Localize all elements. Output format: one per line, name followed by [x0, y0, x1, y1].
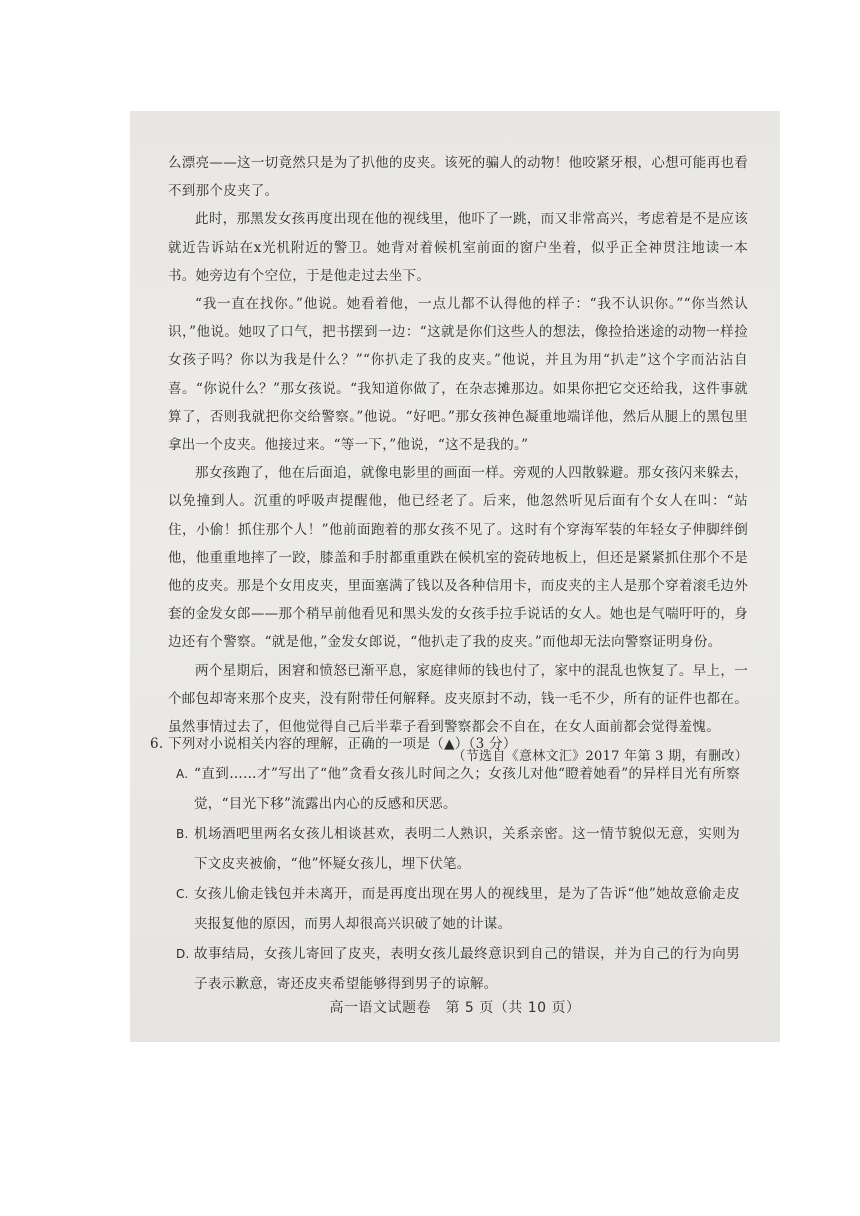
- option-text: 故事结局，女孩儿寄回了皮夹，表明女孩儿最终意识到自己的错误，并为自己的行为向男子表示歉意，寄还皮夹希望能够得到男子的谅解。: [194, 946, 740, 992]
- passage-paragraph: 么漂亮——这一切竟然只是为了扒他的皮夹。该死的骗人的动物！他咬紧牙根，心想可能再也看不到那个皮夹了。: [168, 155, 748, 200]
- option-b: [176, 819, 740, 879]
- option-letter: A.: [176, 767, 189, 781]
- option-letter: D.: [176, 947, 190, 961]
- passage-paragraph: 此时，那黑发女孩再度出现在他的视线里，他吓了一跳，而又非常高兴，考虑着是不是应该就近告诉站在x光机附近的警卫。她背对着候机室前面的窗户坐着，似乎正全神贯注地读一本书。她旁边有个空位，于是他走过去坐下。: [168, 211, 748, 284]
- passage-paragraph: “我一直在找你。”他说。她看着他，一点儿都不认得他的样子：“我不认识你。”“你当然认识，”他说。她叹了口气，把书摆到一边：“这就是你们这些人的想法，像捡拾迷途的动物一样捡女孩子吗？你以为我是什么？”“你扒走了我的皮夹。”他说，并且为用“扒走”这个字而沾沾自喜。“你说什么？”那女孩说。“我知道你做了，在杂志摊那边。如果你把它交还给我，这件事就算了，否则我就把你交给警察。”他说。“好吧。”那女孩神色凝重地端详他，然后从腿上的黑包里拿出一个皮夹。他接过来。“等一下，”他说，“这不是我的。”: [168, 296, 748, 454]
- passage-paragraph: 那女孩跑了，他在后面追，就像电影里的画面一样。旁观的人四散躲避。那女孩闪来躲去，以免撞到人。沉重的呼吸声提醒他，他已经老了。后来，他忽然听见后面有个女人在叫：“站住，小偷！抓住那个人！”他前面跑着的那女孩不见了。这时有个穿海军装的年轻女子伸脚绊倒他，他重重地摔了一跤，膝盖和手肘都重重跌在候机室的瓷砖地板上，但还是紧紧抓住那个不是他的皮夹。那是个女用皮夹，里面塞满了钱以及各种信用卡，而皮夹的主人是那个穿着滚毛边外套的金发女郎——那个稍早前他看见和黑头发的女孩手拉手说话的女人。她也是气喘吁吁的，身边还有个警察。“就是他，”金发女郎说，“他扒走了我的皮夹。”而他却无法向警察证明身份。: [168, 465, 748, 651]
- question-6: [150, 729, 740, 999]
- option-letter: B.: [176, 827, 189, 841]
- option-letter: C.: [176, 887, 189, 901]
- option-text: 机场酒吧里两名女孩儿相谈甚欢，表明二人熟识，关系亲密。这一情节貌似无意，实则为下文皮夹被偷，“他”怀疑女孩儿，埋下伏笔。: [194, 826, 740, 872]
- option-d: [176, 939, 740, 999]
- passage-source: （节选自《意林文汇》2017 年第 3 期，有删改）: [452, 749, 748, 765]
- page-footer: 高一语文试题卷 第 5 页（共 10 页）: [329, 1000, 581, 1016]
- option-a: [176, 759, 740, 819]
- option-text: “直到……才”写出了“他”贪看女孩儿时间之久；女孩儿对他“瞪着她看”的异样目光有所察觉，“目光下移”流露出内心的反感和厌恶。: [194, 766, 740, 812]
- option-c: [176, 879, 740, 939]
- option-text: 女孩儿偷走钱包并未离开，而是再度出现在男人的视线里，是为了告诉“他”她故意偷走皮夹报复他的原因，而男人却很高兴识破了她的计谋。: [194, 886, 740, 932]
- exam-page-photo: [130, 111, 780, 1042]
- passage-paragraph: 两个星期后，困窘和愤怒已渐平息，家庭律师的钱也付了，家中的混乱也恢复了。早上，一个邮包却寄来那个皮夹，没有附带任何解释。皮夹原封不动，钱一毛不少，所有的证件也都在。虽然事情过去了，但他觉得自己后半辈子看到警察都会不自在，在女人面前都会觉得羞愧。: [168, 662, 748, 736]
- reading-passage: [168, 149, 748, 771]
- question-stem: 6. 下列对小说相关内容的理解，正确的一项是（▲）（3 分）: [150, 736, 517, 752]
